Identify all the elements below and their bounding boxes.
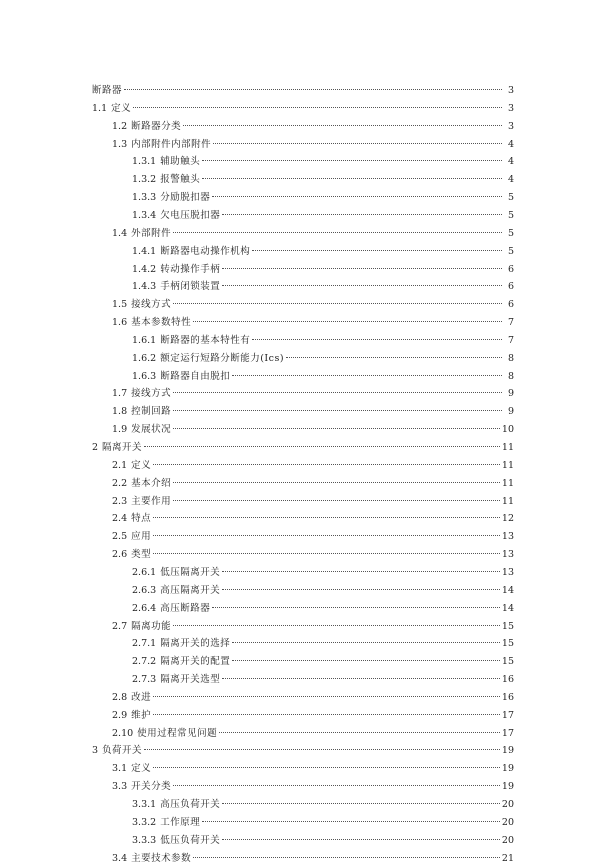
toc-dot-leader bbox=[222, 214, 502, 215]
toc-entry[interactable] bbox=[112, 778, 514, 796]
toc-entry-number: 2.6.4 bbox=[132, 602, 157, 614]
toc-entry[interactable] bbox=[112, 314, 514, 332]
toc-entry-page-number: 5 bbox=[507, 227, 514, 239]
toc-entry-page-number: 15 bbox=[501, 638, 514, 650]
toc-entry[interactable] bbox=[132, 207, 514, 225]
toc-dot-leader bbox=[252, 339, 502, 340]
toc-dot-leader bbox=[153, 714, 500, 715]
toc-dot-leader bbox=[153, 535, 500, 536]
toc-entry[interactable] bbox=[132, 796, 514, 814]
toc-entry-title: 使用过程常见问题 bbox=[137, 727, 218, 739]
toc-entry-number: 2.6.1 bbox=[132, 566, 157, 578]
toc-entry-page-number: 8 bbox=[507, 352, 514, 364]
toc-entry[interactable] bbox=[132, 171, 514, 189]
toc-entry-title: 高压断路器 bbox=[160, 602, 211, 614]
toc-entry-number: 1.6.1 bbox=[132, 334, 157, 346]
toc-entry-number: 1.4.3 bbox=[132, 281, 157, 293]
toc-entry-number: 1.3.3 bbox=[132, 192, 157, 204]
toc-entry-number: 1.4.2 bbox=[132, 263, 157, 275]
toc-dot-leader bbox=[153, 517, 500, 518]
toc-entry[interactable] bbox=[132, 261, 514, 279]
toc-entry-number: 2.7.2 bbox=[132, 656, 157, 668]
toc-entry-page-number: 19 bbox=[501, 763, 514, 775]
toc-entry-title: 外部附件 bbox=[131, 227, 172, 239]
toc-entry-page-number: 12 bbox=[501, 513, 514, 525]
toc-entry-page-number: 3 bbox=[507, 102, 514, 114]
toc-entry-number: 3.3.3 bbox=[132, 834, 157, 846]
toc-entry-page-number: 16 bbox=[501, 691, 514, 703]
toc-entry-number: 3.1 bbox=[112, 763, 128, 775]
toc-entry-number: 1.9 bbox=[112, 424, 128, 436]
toc-entry[interactable] bbox=[132, 671, 514, 689]
toc-entry[interactable] bbox=[112, 510, 514, 528]
toc-entry[interactable] bbox=[132, 189, 514, 207]
toc-dot-leader bbox=[202, 178, 502, 179]
toc-entry-number: 2.6 bbox=[112, 549, 128, 561]
toc-entry[interactable] bbox=[112, 760, 514, 778]
toc-entry-number: 2.8 bbox=[112, 691, 128, 703]
toc-entry-number: 2.9 bbox=[112, 709, 128, 721]
toc-entry-page-number: 5 bbox=[507, 245, 514, 257]
toc-entry-title: 报警触头 bbox=[160, 174, 201, 186]
toc-entry-number: 2.6.3 bbox=[132, 584, 157, 596]
toc-dot-leader bbox=[286, 357, 502, 358]
toc-dot-leader bbox=[173, 232, 502, 233]
toc-entry-number: 1.3.2 bbox=[132, 174, 157, 186]
toc-entry-title: 转动操作手柄 bbox=[160, 263, 221, 275]
toc-dot-leader bbox=[222, 678, 500, 679]
toc-entry-page-number: 19 bbox=[501, 745, 514, 757]
toc-entry[interactable] bbox=[132, 243, 514, 261]
toc-entry[interactable] bbox=[132, 832, 514, 850]
toc-entry-number: 1.4 bbox=[112, 227, 128, 239]
toc-entry-title: 定义 bbox=[131, 763, 152, 775]
toc-dot-leader bbox=[193, 321, 502, 322]
toc-entry-number: 1.3.4 bbox=[132, 209, 157, 221]
toc-dot-leader bbox=[124, 89, 502, 90]
toc-entry-number: 2.3 bbox=[112, 495, 128, 507]
toc-entry-title: 主要技术参数 bbox=[131, 852, 192, 864]
toc-entry[interactable] bbox=[112, 385, 514, 403]
toc-dot-leader bbox=[252, 250, 502, 251]
toc-entry-number: 1.7 bbox=[112, 388, 128, 400]
toc-entry-page-number: 10 bbox=[501, 424, 514, 436]
toc-entry-title: 低压负荷开关 bbox=[160, 834, 221, 846]
toc-entry-page-number: 17 bbox=[501, 709, 514, 721]
toc-entry-number: 2.7.3 bbox=[132, 674, 157, 686]
toc-entry[interactable] bbox=[132, 600, 514, 618]
toc-dot-leader bbox=[173, 482, 500, 483]
toc-dot-leader bbox=[232, 660, 500, 661]
toc-entry-title: 高压负荷开关 bbox=[160, 799, 221, 810]
toc-dot-leader bbox=[222, 803, 500, 804]
toc-dot-leader bbox=[213, 143, 502, 144]
toc-entry[interactable] bbox=[132, 653, 514, 671]
toc-entry-title: 接线方式 bbox=[131, 388, 172, 400]
toc-dot-leader bbox=[202, 821, 500, 822]
toc-dot-leader bbox=[173, 410, 502, 411]
toc-entry[interactable] bbox=[112, 493, 514, 511]
toc-entry-title: 定义 bbox=[131, 459, 152, 471]
toc-entry-page-number: 8 bbox=[507, 370, 514, 382]
toc-dot-leader bbox=[153, 553, 500, 554]
toc-entry-title: 接线方式 bbox=[131, 299, 172, 311]
toc-dot-leader bbox=[173, 303, 502, 304]
toc-dot-leader bbox=[144, 446, 500, 447]
toc-dot-leader bbox=[173, 392, 502, 393]
toc-entry-title: 隔离开关的选择 bbox=[160, 638, 231, 650]
toc-entry[interactable] bbox=[132, 278, 514, 296]
toc-entry-title: 断路器 bbox=[92, 85, 123, 96]
toc-entry-page-number: 20 bbox=[501, 816, 514, 828]
toc-entry-number: 3.3 bbox=[112, 781, 128, 793]
toc-entry-number: 2.5 bbox=[112, 531, 128, 543]
toc-entry-page-number: 3 bbox=[507, 85, 514, 96]
toc-entry-title: 欠电压脱扣器 bbox=[160, 209, 221, 221]
toc-entry-number: 1.6 bbox=[112, 317, 128, 329]
toc-entry-number: 1.6.3 bbox=[132, 370, 157, 382]
toc-entry-title: 开关分类 bbox=[131, 781, 172, 793]
toc-entry[interactable] bbox=[132, 814, 514, 832]
toc-entry[interactable] bbox=[112, 403, 514, 421]
toc-entry-number: 2 bbox=[92, 442, 99, 453]
toc-entry-title: 断路器电动操作机构 bbox=[160, 245, 251, 257]
toc-entry-number: 1.6.2 bbox=[132, 352, 157, 364]
toc-entry[interactable] bbox=[92, 82, 514, 100]
toc-dot-leader bbox=[212, 607, 500, 608]
toc-entry-page-number: 6 bbox=[507, 299, 514, 311]
toc-entry-number: 2.10 bbox=[112, 727, 134, 739]
toc-entry-page-number: 15 bbox=[501, 656, 514, 668]
toc-entry-title: 工作原理 bbox=[160, 816, 201, 828]
toc-entry-number: 3.3.2 bbox=[132, 816, 157, 828]
toc-entry-title: 改进 bbox=[131, 691, 152, 703]
toc-dot-leader bbox=[173, 785, 500, 786]
toc-entry-page-number: 9 bbox=[507, 406, 514, 418]
toc-dot-leader bbox=[144, 749, 500, 750]
toc-entry-number: 2.1 bbox=[112, 459, 128, 471]
toc-entry-page-number: 20 bbox=[501, 799, 514, 810]
toc-entry-title: 特点 bbox=[131, 513, 152, 525]
toc-dot-leader bbox=[173, 500, 500, 501]
toc-entry-page-number: 14 bbox=[501, 584, 514, 596]
toc-entry-number: 3.4 bbox=[112, 852, 128, 864]
toc-entry-page-number: 4 bbox=[507, 156, 514, 168]
toc-dot-leader bbox=[183, 125, 502, 126]
toc-entry[interactable] bbox=[112, 618, 514, 636]
toc-entry-title: 基本介绍 bbox=[131, 477, 172, 489]
toc-dot-leader bbox=[222, 571, 500, 572]
toc-entry-page-number: 7 bbox=[507, 334, 514, 346]
toc-entry-title: 高压隔离开关 bbox=[160, 584, 221, 596]
toc-entry-page-number: 13 bbox=[501, 531, 514, 543]
toc-entry-title: 隔离开关的配置 bbox=[160, 656, 231, 668]
toc-entry-number: 1.2 bbox=[112, 120, 128, 132]
toc-entry[interactable] bbox=[112, 528, 514, 546]
toc-entry[interactable] bbox=[132, 635, 514, 653]
toc-entry-title: 辅助触头 bbox=[160, 156, 201, 168]
toc-entry[interactable] bbox=[92, 100, 514, 118]
toc-dot-leader bbox=[219, 732, 500, 733]
toc-entry[interactable] bbox=[132, 350, 514, 368]
toc-entry-page-number: 11 bbox=[501, 477, 514, 489]
toc-entry-page-number: 11 bbox=[501, 495, 514, 507]
toc-entry-title: 基本参数特性 bbox=[131, 317, 192, 329]
toc-entry[interactable] bbox=[112, 457, 514, 475]
toc-entry[interactable] bbox=[132, 582, 514, 600]
toc-entry-number: 2.4 bbox=[112, 513, 128, 525]
toc-entry-number: 3.3.1 bbox=[132, 799, 157, 810]
toc-entry-page-number: 19 bbox=[501, 781, 514, 793]
toc-dot-leader bbox=[222, 589, 500, 590]
toc-entry-title: 额定运行短路分断能力(Ics) bbox=[160, 352, 285, 364]
toc-entry[interactable] bbox=[112, 296, 514, 314]
toc-entry-title: 断路器分类 bbox=[131, 120, 182, 132]
toc-entry-page-number: 17 bbox=[501, 727, 514, 739]
toc-dot-leader bbox=[173, 428, 500, 429]
toc-entry-page-number: 5 bbox=[507, 192, 514, 204]
toc-entry-title: 主要作用 bbox=[131, 495, 172, 507]
toc-entry[interactable] bbox=[132, 368, 514, 386]
toc-entry-page-number: 21 bbox=[501, 852, 514, 864]
toc-dot-leader bbox=[153, 464, 500, 465]
toc-entry-page-number: 4 bbox=[507, 174, 514, 186]
toc-entry-title: 手柄闭锁装置 bbox=[160, 281, 221, 293]
toc-entry-page-number: 6 bbox=[507, 263, 514, 275]
toc-entry-page-number: 13 bbox=[501, 566, 514, 578]
toc-entry-title: 内部附件内部附件 bbox=[131, 138, 212, 150]
toc-entry[interactable] bbox=[112, 475, 514, 493]
toc-entry-number: 1.4.1 bbox=[132, 245, 157, 257]
toc-entry-title: 类型 bbox=[131, 549, 152, 561]
toc-entry[interactable] bbox=[112, 850, 514, 868]
toc-entry[interactable] bbox=[132, 332, 514, 350]
toc-entry-number: 2.7 bbox=[112, 620, 128, 632]
toc-entry-number: 1.5 bbox=[112, 299, 128, 311]
toc-entry-title: 低压隔离开关 bbox=[160, 566, 221, 578]
toc-entry-page-number: 3 bbox=[507, 120, 514, 132]
toc-entry-page-number: 6 bbox=[507, 281, 514, 293]
toc-dot-leader bbox=[193, 857, 500, 858]
toc-entry-title: 断路器的基本特性有 bbox=[160, 334, 251, 346]
toc-entry[interactable] bbox=[112, 225, 514, 243]
toc-entry-title: 定义 bbox=[111, 102, 132, 114]
toc-entry-page-number: 9 bbox=[507, 388, 514, 400]
toc-dot-leader bbox=[222, 285, 502, 286]
toc-entry-number: 1.1 bbox=[92, 102, 108, 114]
toc-entry-title: 隔离功能 bbox=[131, 620, 172, 632]
toc-entry-page-number: 13 bbox=[501, 549, 514, 561]
toc-entry[interactable] bbox=[92, 742, 514, 760]
toc-entry[interactable] bbox=[112, 689, 514, 707]
toc-dot-leader bbox=[133, 107, 502, 108]
toc-entry-title: 控制回路 bbox=[131, 406, 172, 418]
toc-entry-page-number: 11 bbox=[501, 459, 514, 471]
toc-dot-leader bbox=[173, 625, 500, 626]
toc-entry-title: 应用 bbox=[131, 531, 152, 543]
toc-dot-leader bbox=[153, 696, 500, 697]
toc-entry-title: 断路器自由脱扣 bbox=[160, 370, 231, 382]
toc-entry-title: 负荷开关 bbox=[102, 745, 143, 757]
toc-entry-number: 1.3.1 bbox=[132, 156, 157, 168]
toc-entry-page-number: 7 bbox=[507, 317, 514, 329]
toc-entry[interactable] bbox=[112, 725, 514, 743]
toc-dot-leader bbox=[222, 839, 500, 840]
toc-entry[interactable] bbox=[112, 136, 514, 154]
toc-entry-number: 2.7.1 bbox=[132, 638, 157, 650]
toc-entry-number: 3 bbox=[92, 745, 99, 757]
toc-entry[interactable] bbox=[112, 421, 514, 439]
toc-entry-page-number: 16 bbox=[501, 674, 514, 686]
toc-dot-leader bbox=[232, 642, 500, 643]
toc-entry-page-number: 11 bbox=[501, 442, 514, 453]
toc-entry-title: 分励脱扣器 bbox=[160, 192, 211, 204]
toc-entry-title: 隔离开关选型 bbox=[160, 674, 221, 686]
toc-dot-leader bbox=[153, 767, 500, 768]
toc-entry-page-number: 5 bbox=[507, 209, 514, 221]
toc-dot-leader bbox=[202, 160, 502, 161]
toc-entry-number: 1.3 bbox=[112, 138, 128, 150]
toc-entry-page-number: 14 bbox=[501, 602, 514, 614]
toc-entry-number: 2.2 bbox=[112, 477, 128, 489]
toc-dot-leader bbox=[232, 375, 502, 376]
toc-entry-number: 1.8 bbox=[112, 406, 128, 418]
toc-entry-page-number: 4 bbox=[507, 138, 514, 150]
toc-entry-title: 发展状况 bbox=[131, 424, 172, 436]
toc-dot-leader bbox=[212, 196, 502, 197]
toc-entry[interactable] bbox=[132, 564, 514, 582]
toc-entry[interactable] bbox=[132, 153, 514, 171]
toc-entry[interactable] bbox=[112, 118, 514, 136]
toc-dot-leader bbox=[222, 268, 502, 269]
toc-entry[interactable] bbox=[112, 707, 514, 725]
toc-entry-page-number: 15 bbox=[501, 620, 514, 632]
toc-entry[interactable] bbox=[92, 439, 514, 457]
toc-entry-title: 隔离开关 bbox=[102, 442, 143, 453]
toc-entry[interactable] bbox=[112, 546, 514, 564]
toc-entry-page-number: 20 bbox=[501, 834, 514, 846]
toc-entry-title: 维护 bbox=[131, 709, 152, 721]
